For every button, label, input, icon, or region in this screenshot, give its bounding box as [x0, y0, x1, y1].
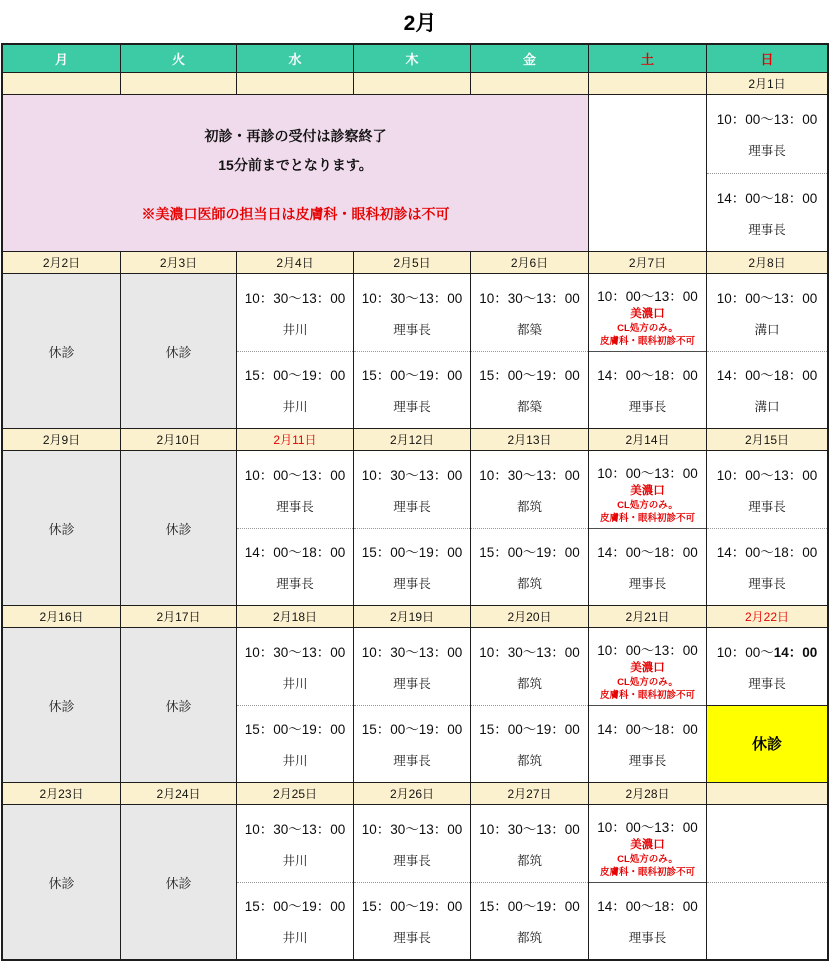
date-row: [3, 252, 827, 273]
session-am: [354, 805, 470, 882]
date-label: 2月3日: [159, 256, 198, 270]
restriction-note: 皮膚科・眼科初診不可: [599, 690, 695, 702]
date-cell-mon: [3, 783, 120, 804]
doctor-name: 理事長: [748, 676, 786, 691]
session-time: 10：00～13：00: [716, 290, 818, 306]
doctor-name: 理事長: [393, 322, 431, 337]
closed-cell: [121, 628, 236, 782]
date-cell-fri: [471, 606, 588, 627]
session-am: [471, 274, 588, 351]
date-cell-mon: [3, 73, 120, 94]
doctor-name: 都築: [516, 400, 542, 415]
session-pm: [354, 528, 470, 606]
date-cell-fri: [471, 429, 588, 450]
date-cell-tue: [121, 783, 236, 804]
day-cell-thu: [354, 274, 470, 428]
doctor-name: 理事長: [393, 499, 431, 514]
doctor-name: 井川: [282, 676, 308, 691]
date-label: 2月20日: [507, 610, 552, 624]
date-cell-tue: [121, 73, 236, 94]
weekday-header-row: [3, 45, 827, 72]
session-time: 14：00～18：00: [244, 545, 346, 561]
session-time: 15：00～19：00: [361, 368, 463, 384]
day-cell-thu: [354, 805, 470, 959]
closed-cell: [121, 274, 236, 428]
day-cell-sat: [589, 628, 706, 782]
doctor-name: 溝口: [754, 322, 780, 337]
session-time: 15：00～19：00: [479, 545, 580, 561]
session-pm: [237, 528, 353, 606]
session-pm: [471, 351, 588, 429]
date-label: 2月24日: [156, 787, 201, 801]
closed-label: 休診: [48, 521, 75, 537]
week-row: [3, 274, 827, 428]
sunday-closed-cell: [707, 705, 827, 783]
restriction-note: 皮膚科・眼科初診不可: [599, 336, 695, 348]
session-time: 10：30～13：00: [361, 644, 463, 660]
empty-cell: [589, 95, 706, 251]
restriction-note: CL処方のみ。: [617, 676, 678, 688]
doctor-name: 理事長: [393, 931, 431, 946]
doctor-name: 井川: [282, 931, 308, 946]
date-cell-wed: [237, 606, 353, 627]
doctor-restriction-block: [600, 660, 695, 705]
session-time: 10：30～13：00: [361, 821, 463, 837]
date-cell-sun: [707, 73, 827, 94]
weekday-label: 木: [405, 52, 419, 67]
session-time: 10：30～13：00: [479, 644, 580, 660]
doctor-name: 理事長: [628, 754, 667, 769]
date-label: 2月26日: [389, 787, 435, 801]
doctor-name: 理事長: [276, 577, 314, 592]
doctor-name: 溝口: [754, 400, 780, 415]
week-row: [3, 95, 827, 251]
date-label: 2月13日: [507, 433, 552, 447]
date-label: 2月2日: [42, 256, 81, 270]
day-cell-wed: [237, 274, 353, 428]
session-pm: [237, 351, 353, 429]
date-label: 2月12日: [389, 433, 435, 447]
weekday-header-tue: [121, 45, 236, 72]
date-cell-fri: [471, 73, 588, 94]
date-label: 2月1日: [748, 77, 786, 91]
closed-cell: [3, 451, 120, 605]
weekday-label: 日: [760, 52, 774, 67]
session-am: [237, 805, 353, 882]
date-cell-mon: [3, 429, 120, 450]
restriction-note: 皮膚科・眼科初診不可: [599, 867, 695, 879]
date-cell-sun: [707, 783, 827, 804]
doctor-name: 理事長: [393, 754, 431, 769]
date-label: 2月11日: [273, 433, 317, 447]
session-time: 10：30～13：00: [244, 290, 346, 306]
session-pm: [589, 351, 706, 429]
week-row: [3, 805, 827, 959]
doctor-name: 都筑: [516, 676, 542, 691]
session-time: 15：00～19：00: [361, 899, 463, 915]
session-am: [589, 805, 706, 882]
session-am: [589, 451, 706, 528]
day-cell-sat: [589, 451, 706, 605]
doctor-name: 理事長: [393, 853, 431, 868]
session-time: 10：30～13：00: [479, 821, 580, 837]
session-pm: [237, 882, 353, 960]
weekday-label: 金: [522, 52, 536, 67]
doctor-name: 都筑: [516, 754, 542, 769]
notice-warning: ※美濃口医師の担当日は皮膚科・眼科初診は不可: [141, 206, 450, 223]
date-cell-fri: [471, 783, 588, 804]
doctor-name: 理事長: [748, 222, 786, 237]
doctor-name: 井川: [282, 754, 308, 769]
date-cell-sat: [589, 252, 706, 273]
closed-label: 休診: [751, 736, 782, 754]
doctor-name: 美濃口: [630, 661, 665, 674]
date-cell-tue: [121, 252, 236, 273]
session-pm: [707, 173, 827, 252]
session-time: 14：00～18：00: [597, 722, 698, 738]
date-cell-sat: [589, 73, 706, 94]
notice-line: 15分前までとなります。: [218, 157, 373, 173]
restriction-note: CL処方のみ。: [617, 853, 678, 865]
session-am: [707, 274, 827, 351]
day-cell-wed: [237, 628, 353, 782]
doctor-name: 井川: [282, 322, 308, 337]
doctor-name: 理事長: [748, 144, 786, 159]
doctor-name: 理事長: [628, 577, 667, 592]
session-am: [354, 451, 470, 528]
date-cell-wed: [237, 252, 353, 273]
session-time: 14：00～18：00: [716, 545, 818, 561]
session-time: 15：00～19：00: [244, 368, 346, 384]
weekday-label: 月: [54, 52, 68, 67]
doctor-name: 美濃口: [630, 307, 665, 320]
doctor-name: 理事長: [748, 499, 786, 514]
session-time: 15：00～19：00: [479, 899, 580, 915]
doctor-name: 都筑: [516, 499, 542, 514]
closed-label: 休診: [165, 698, 192, 714]
session-time: [717, 641, 818, 661]
day-cell-thu: [354, 628, 470, 782]
weekday-label: 火: [171, 52, 185, 67]
doctor-name: 都筑: [516, 577, 542, 592]
date-cell-sun: [707, 252, 827, 273]
session-time: 10：00～13：00: [244, 467, 346, 483]
restriction-note: 皮膚科・眼科初診不可: [599, 513, 695, 525]
session-pm: [471, 528, 588, 606]
session-pm: [707, 351, 827, 429]
date-label: 2月17日: [156, 610, 201, 624]
session-time: 10：00～13：00: [597, 820, 698, 835]
weekday-header-wed: [237, 45, 353, 72]
session-time: 14：00～18：00: [716, 190, 818, 206]
date-cell-wed: [237, 429, 353, 450]
restriction-note: CL処方のみ。: [617, 499, 678, 511]
notice-line: 初診・再診の受付は診察終了: [204, 127, 387, 144]
doctor-name: 美濃口: [630, 484, 665, 497]
session-time: 14：00～18：00: [597, 899, 698, 915]
empty-am-cell: [707, 805, 827, 882]
doctor-restriction-block: [600, 837, 695, 882]
session-am: [237, 451, 353, 528]
weekday-label: 土: [640, 52, 654, 67]
doctor-name: 理事長: [276, 499, 314, 514]
date-label: 2月27日: [507, 787, 552, 801]
session-time: 15：00～19：00: [244, 899, 346, 915]
day-cell-fri: [471, 805, 588, 959]
closed-label: 休診: [48, 875, 75, 891]
date-label: 2月21日: [625, 610, 670, 624]
date-label: 2月8日: [748, 256, 786, 270]
closed-label: 休診: [165, 875, 192, 891]
date-label: 2月28日: [625, 787, 670, 801]
schedule-table: [1, 43, 829, 961]
day-cell-sat: [589, 274, 706, 428]
date-cell-tue: [121, 606, 236, 627]
doctor-name: 井川: [282, 853, 308, 868]
doctor-name: 理事長: [628, 931, 667, 946]
session-time: 15：00～19：00: [361, 722, 463, 738]
weekday-label: 水: [288, 52, 302, 67]
session-time: 15：00～19：00: [479, 368, 580, 384]
session-pm: [471, 705, 588, 783]
date-label: 2月5日: [393, 256, 431, 270]
weekday-header-sat: [589, 45, 706, 72]
date-cell-sat: [589, 429, 706, 450]
date-cell-thu: [354, 606, 470, 627]
closed-cell: [3, 805, 120, 959]
session-time: 14：00～18：00: [716, 368, 818, 384]
date-cell-sun: [707, 606, 827, 627]
date-label: 2月10日: [156, 433, 201, 447]
doctor-restriction-block: [600, 306, 695, 351]
doctor-name: 都築: [516, 322, 542, 337]
date-label: 2月15日: [744, 433, 790, 447]
session-am: [354, 628, 470, 705]
date-label: 2月18日: [272, 610, 318, 624]
day-cell-sun: [707, 95, 827, 251]
date-label: 2月16日: [39, 610, 84, 624]
date-cell-tue: [121, 429, 236, 450]
date-label: 2月14日: [625, 433, 670, 447]
date-label: 2月9日: [42, 433, 81, 447]
session-pm: [237, 705, 353, 783]
date-cell-sat: [589, 606, 706, 627]
date-cell-wed: [237, 783, 353, 804]
closed-cell: [121, 451, 236, 605]
date-label: 2月19日: [389, 610, 435, 624]
date-label: 2月25日: [272, 787, 318, 801]
doctor-name: 井川: [282, 400, 308, 415]
doctor-name: 都筑: [516, 931, 542, 946]
month-title: 2月: [403, 12, 437, 35]
date-row: [3, 606, 827, 627]
time-prefix: 10：00～: [716, 644, 774, 660]
closed-label: 休診: [165, 521, 192, 537]
date-cell-thu: [354, 73, 470, 94]
day-cell-sun: [707, 274, 827, 428]
doctor-name: 理事長: [628, 400, 667, 415]
date-cell-wed: [237, 73, 353, 94]
week-row: [3, 628, 827, 782]
closed-label: 休診: [48, 698, 75, 714]
day-cell-sun: [707, 451, 827, 605]
session-am: [237, 274, 353, 351]
date-cell-thu: [354, 429, 470, 450]
session-am: [471, 628, 588, 705]
date-cell-thu: [354, 783, 470, 804]
session-time: 10：00～13：00: [597, 289, 698, 304]
session-pm: [471, 882, 588, 960]
session-time: 15：00～19：00: [479, 722, 580, 738]
session-am: [707, 628, 827, 705]
doctor-name: 理事長: [393, 577, 431, 592]
closed-cell: [3, 628, 120, 782]
session-time: 10：30～13：00: [244, 644, 346, 660]
closed-label: 休診: [165, 344, 192, 360]
session-am: [707, 95, 827, 173]
session-pm: [354, 705, 470, 783]
session-am: [471, 805, 588, 882]
doctor-restriction-block: [600, 483, 695, 528]
day-cell-sat: [589, 805, 706, 959]
session-time: 10：30～13：00: [479, 290, 580, 306]
session-time: 15：00～19：00: [361, 545, 463, 561]
session-am: [589, 628, 706, 705]
session-time: 10：30～13：00: [244, 821, 346, 837]
date-cell-fri: [471, 252, 588, 273]
day-cell-wed: [237, 805, 353, 959]
session-time: 14：00～18：00: [597, 545, 698, 561]
date-label: 2月4日: [276, 256, 314, 270]
date-cell-sat: [589, 783, 706, 804]
session-time: 10：30～13：00: [361, 290, 463, 306]
date-label: 2月6日: [510, 256, 549, 270]
weekday-header-fri: [471, 45, 588, 72]
session-am: [589, 274, 706, 351]
empty-cell: [707, 805, 827, 959]
week-row: [3, 451, 827, 605]
session-pm: [589, 705, 706, 783]
doctor-name: 都筑: [516, 853, 542, 868]
session-time: 10：30～13：00: [361, 467, 463, 483]
date-cell-mon: [3, 252, 120, 273]
session-time: 10：00～13：00: [716, 112, 818, 128]
session-am: [354, 274, 470, 351]
date-label: 2月22日: [744, 610, 790, 624]
doctor-name: 理事長: [748, 577, 786, 592]
session-pm: [354, 882, 470, 960]
doctor-name: 理事長: [393, 400, 431, 415]
session-time: 10：00～13：00: [597, 466, 698, 481]
session-pm: [707, 528, 827, 606]
doctor-name: 理事長: [393, 676, 431, 691]
empty-pm-cell: [707, 882, 827, 960]
day-cell-sun: [707, 628, 827, 782]
weekday-header-sun: [707, 45, 827, 72]
date-label: 2月23日: [39, 787, 84, 801]
session-time: 10：30～13：00: [479, 467, 580, 483]
session-pm: [354, 351, 470, 429]
weekday-header-thu: [354, 45, 470, 72]
session-am: [237, 628, 353, 705]
session-pm: [589, 882, 706, 960]
day-cell-fri: [471, 628, 588, 782]
date-cell-thu: [354, 252, 470, 273]
session-time: 10：00～13：00: [597, 643, 698, 658]
weekday-header-mon: [3, 45, 120, 72]
date-cell-sun: [707, 429, 827, 450]
day-cell-wed: [237, 451, 353, 605]
notice-box: [3, 95, 588, 251]
session-time: 15：00～19：00: [244, 722, 346, 738]
time-bold: 14：00: [773, 644, 818, 660]
day-cell-thu: [354, 451, 470, 605]
session-am: [471, 451, 588, 528]
restriction-note: CL処方のみ。: [617, 322, 678, 334]
day-cell-fri: [471, 451, 588, 605]
closed-cell: [121, 805, 236, 959]
session-pm: [589, 528, 706, 606]
session-time: 10：00～13：00: [716, 467, 818, 483]
closed-cell: [3, 274, 120, 428]
date-row: [3, 783, 827, 804]
date-row: [3, 429, 827, 450]
doctor-name: 美濃口: [630, 838, 665, 851]
session-time: 14：00～18：00: [597, 368, 698, 384]
date-cell-mon: [3, 606, 120, 627]
date-row: [3, 73, 827, 94]
closed-label: 休診: [48, 344, 75, 360]
date-label: 2月7日: [628, 256, 667, 270]
session-am: [707, 451, 827, 528]
day-cell-fri: [471, 274, 588, 428]
